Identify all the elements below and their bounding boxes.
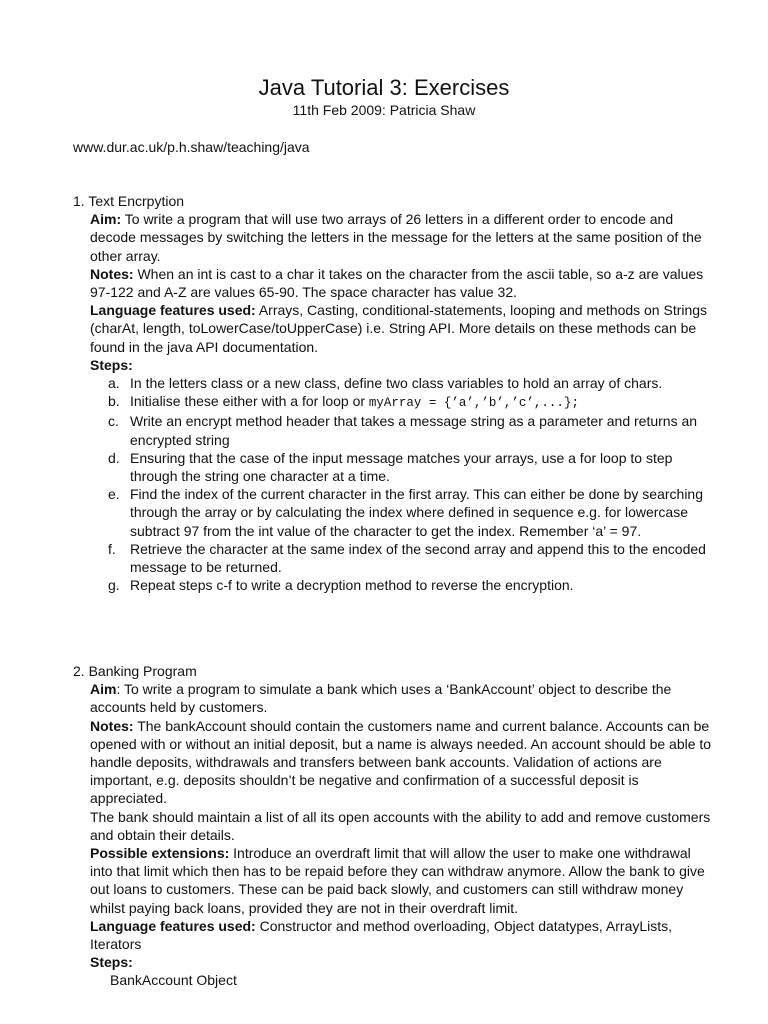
- language-features-paragraph: [90, 917, 713, 953]
- steps-label: Steps:: [90, 356, 133, 373]
- section-body: [73, 680, 713, 989]
- notes-paragraph-2: The bank should maintain a list of all its open accounts with the ability to add and remove customers and obtain their details.: [90, 808, 711, 843]
- aim-text: To write a program that will use two arrays of 26 letters in a different order to encode and decode messages by switching the letters in the message for the letters at the same position of the other array.: [90, 211, 702, 264]
- language-features-text: Constructor and method overloading, Object datatypes, ArrayLists, Iterators: [90, 917, 673, 953]
- section-heading: 2. Banking Program: [73, 663, 197, 679]
- step-item: [108, 392, 713, 412]
- section-heading: 1. Text Encrpytion: [73, 193, 185, 209]
- step-marker: d.: [108, 449, 120, 466]
- step-marker: a.: [108, 375, 120, 392]
- step-item: [108, 449, 713, 485]
- aim-label: Aim: [90, 681, 117, 698]
- extensions-text: Introduce an overdraft limit that will allow the user to make one withdrawal into that limit which then has to be repaid before they can withdraw anymore. Allow the bank to give out loans to customers. These can be paid back slowly, and customers can still withdraw money whilst paying back loans, provided they are not in their overdraft limit.: [90, 845, 705, 916]
- code-snippet: myArray = {’a’,’b’,’c’,...};: [368, 396, 579, 411]
- page-title: Java Tutorial 3: Exercises: [258, 75, 510, 100]
- step-marker: c.: [108, 413, 119, 430]
- notes-paragraph: [90, 265, 713, 301]
- section-text-encryption: [73, 192, 713, 594]
- step-marker: e.: [108, 486, 120, 503]
- language-features-paragraph: [90, 301, 713, 356]
- section-banking-program: [73, 662, 713, 990]
- step-text: Find the index of the current character in the first array. This can either be done by searching through the array or by calculating the index where defined in sequence e.g. for lowercase subtract 97 from the int value of the character to get the index. Remember ‘a’ = 97.: [130, 486, 704, 539]
- steps-label: Steps:: [90, 954, 133, 971]
- step-text: Ensuring that the case of the input message matches your arrays, use a for loop to step through the string one character at a time.: [130, 449, 673, 485]
- steps-heading: [90, 953, 713, 971]
- step-marker: f.: [108, 540, 116, 557]
- step-text: Write an encrypt method header that takes a message string as a parameter and returns an encrypted string: [130, 413, 698, 448]
- notes-label: Notes:: [90, 717, 134, 734]
- extensions-label: Possible extensions:: [90, 845, 230, 862]
- notes-text: The bankAccount should contain the customers name and current balance. Accounts can be opened with or without an initial deposit, but a name is always needed. An account should be able to handle deposits, withdrawals and transfers between bank accounts. Validation of actions are important, e.g. deposits shouldn’t be negative and confirmation of a successful deposit is appreciated.: [90, 717, 712, 807]
- notes-label: Notes:: [90, 265, 134, 282]
- page-subtitle: 11th Feb 2009: Patricia Shaw: [292, 102, 476, 118]
- step-marker: b.: [108, 393, 120, 410]
- aim-label: Aim:: [90, 211, 122, 228]
- aim-paragraph: [90, 680, 713, 716]
- step-text: Repeat steps c-f to write a decryption method to reverse the encryption.: [130, 577, 574, 594]
- aim-text: : To write a program to simulate a bank which uses a ‘BankAccount’ object to describe the accounts held by customers.: [90, 681, 672, 716]
- steps-list: [90, 374, 713, 594]
- aim-paragraph: [90, 210, 713, 265]
- sub-heading-bankaccount: BankAccount Object: [110, 972, 237, 989]
- notes-text: When an int is cast to a char it takes on the character from the ascii table, so a-z are values 97-122 and A-Z are values 65-90. The space character has value 32.: [90, 265, 704, 301]
- language-features-label: Language features used:: [90, 302, 256, 319]
- step-item: [108, 540, 713, 576]
- step-item: [108, 374, 713, 392]
- section-body: [73, 210, 713, 594]
- language-features-text: Arrays, Casting, conditional-statements, looping and methods on Strings (charAt, length, toLowerCase/toUpperCase) i.e. String API. More details on these methods can be found in the java API documentation.: [90, 302, 708, 355]
- step-marker: g.: [108, 577, 120, 594]
- step-item: [108, 576, 713, 594]
- step-text: Initialise these either with a for loop or: [130, 393, 369, 410]
- step-text: In the letters class or a new class, define two class variables to hold an array of chars.: [130, 375, 663, 392]
- step-item: [108, 412, 713, 448]
- language-features-label: Language features used:: [90, 917, 256, 934]
- steps-heading: [90, 356, 713, 374]
- step-text: Retrieve the character at the same index of the second array and append this to the encoded message to be returned.: [130, 540, 706, 576]
- course-url: www.dur.ac.uk/p.h.shaw/teaching/java: [73, 139, 310, 155]
- notes-paragraph: [90, 717, 713, 808]
- step-item: [108, 485, 713, 540]
- extensions-paragraph: [90, 844, 713, 917]
